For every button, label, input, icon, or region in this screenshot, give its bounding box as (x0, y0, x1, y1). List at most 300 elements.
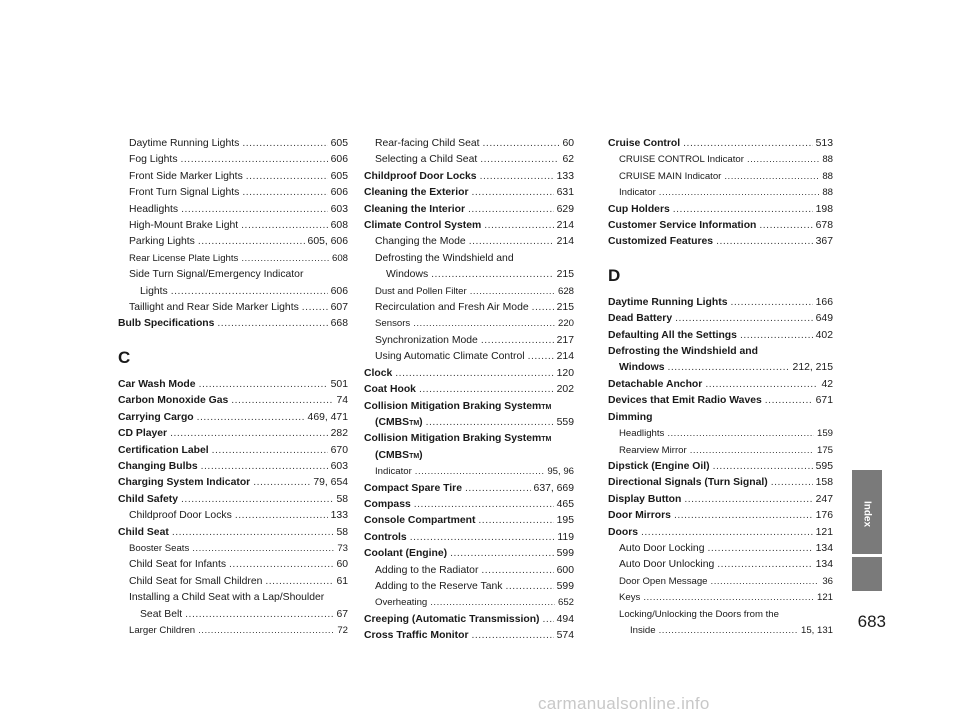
entry-term: Clock (364, 367, 393, 379)
entry-line (608, 377, 833, 393)
index-entry (608, 410, 833, 426)
index-entry (118, 202, 348, 218)
entry-page: 574 (556, 630, 574, 642)
entry-term-cont: Windows (386, 269, 429, 281)
entry-term: Front Turn Signal Lights (129, 187, 240, 199)
index-entry (364, 595, 574, 611)
entry-term: Compass (364, 498, 411, 510)
entry-line (375, 579, 574, 595)
leader-dots (410, 530, 555, 546)
leader-dots (659, 185, 820, 201)
entry-line (118, 525, 348, 541)
index-entry (608, 607, 833, 640)
entry-term: Daytime Running Lights (608, 296, 728, 308)
entry-term: Indicator (619, 187, 656, 199)
entry-term: Customer Service Information (608, 220, 757, 232)
leader-dots (711, 574, 820, 590)
entry-page: 176 (815, 510, 833, 522)
entry-term: Child Seat for Infants (129, 559, 227, 571)
leader-dots (641, 525, 813, 541)
entry-page: 72 (337, 624, 348, 636)
entry-line (375, 136, 574, 152)
entry-line (608, 410, 833, 426)
entry-page: 605 (330, 138, 348, 149)
entry-line (118, 377, 348, 393)
index-tab-block (852, 557, 882, 591)
index-entry (608, 344, 833, 377)
entry-line (118, 443, 348, 459)
entry-page: 214 (556, 236, 574, 248)
entry-page: 678 (815, 220, 833, 232)
entry-page: 67 (336, 608, 348, 620)
leader-dots (759, 218, 812, 234)
entry-line (129, 623, 348, 639)
entry-term: Front Side Marker Lights (129, 170, 243, 182)
entry-line (375, 595, 574, 611)
leader-dots (468, 202, 554, 218)
entry-line (364, 169, 574, 185)
entry-page: 367 (815, 236, 833, 248)
leader-dots (181, 152, 328, 168)
entry-term: Child Seat for Small Children (129, 575, 263, 587)
leader-dots (675, 311, 813, 327)
leader-dots (707, 541, 812, 557)
leader-dots (199, 377, 328, 393)
leader-dots (231, 393, 333, 409)
entry-term: Rear-facing Child Seat (375, 138, 480, 149)
leader-dots (246, 169, 328, 185)
entry-line (608, 508, 833, 524)
index-entry (364, 464, 574, 480)
index-entry (608, 426, 833, 442)
entry-term: Child Safety (118, 493, 179, 505)
leader-dots (413, 316, 555, 332)
entry-page: 195 (556, 515, 574, 527)
entry-page: 282 (330, 428, 348, 440)
entry-page: 606 (330, 285, 348, 297)
index-column-2 (364, 136, 574, 645)
entry-term: Adding to the Reserve Tank (375, 580, 503, 592)
entry-line (118, 475, 348, 491)
entry-page: 605, 606 (307, 236, 348, 248)
entry-line (364, 546, 574, 562)
entry-term: Auto Door Locking (619, 542, 705, 554)
entry-page: 628 (557, 285, 574, 297)
entry-term-cont: (CMBS (375, 416, 410, 428)
index-entry (118, 525, 348, 541)
entry-term: Collision Mitigation Braking System (364, 433, 542, 445)
entry-line (608, 475, 833, 491)
entry-term: Headlights (129, 203, 179, 215)
entry-page: 215 (556, 269, 574, 281)
leader-dots (717, 557, 812, 573)
entry-line (118, 316, 348, 332)
entry-line (608, 218, 833, 234)
leader-dots (532, 300, 554, 316)
entry-page: 637, 669 (533, 482, 574, 494)
entry-line (129, 218, 348, 234)
leader-dots (643, 590, 814, 606)
entry-line (608, 234, 833, 250)
index-entry (118, 300, 348, 316)
leader-dots (302, 300, 328, 316)
leader-dots (212, 443, 328, 459)
entry-term-cont: ) (419, 416, 423, 428)
entry-term: Dimming (608, 411, 653, 423)
entry-line (129, 202, 348, 218)
index-entry (118, 136, 348, 152)
leader-dots (430, 595, 555, 611)
entry-line (118, 459, 348, 475)
leader-dots (713, 459, 813, 475)
entry-page: 599 (556, 548, 574, 560)
entry-page: 202 (556, 384, 574, 396)
entry-line (129, 185, 348, 201)
leader-dots (716, 234, 813, 250)
entry-line (619, 185, 833, 201)
entry-page: 603 (330, 203, 348, 215)
leader-dots (229, 557, 333, 573)
entry-line (118, 393, 348, 409)
entry-term: Doors (608, 526, 639, 538)
entry-term: Charging System Indicator (118, 477, 251, 489)
entry-term: Climate Control System (364, 220, 482, 232)
entry-page: 607 (330, 302, 348, 314)
entry-page: 501 (330, 378, 348, 390)
entry-term: Parking Lights (129, 236, 195, 248)
entry-line (375, 251, 574, 267)
entry-page: 120 (556, 367, 574, 379)
entry-page: 606 (330, 187, 348, 199)
entry-line-cont (129, 607, 348, 623)
entry-line (375, 464, 574, 480)
index-entry (364, 366, 574, 382)
index-entry (608, 311, 833, 327)
leader-dots (414, 497, 554, 513)
entry-line (608, 328, 833, 344)
index-entry (118, 426, 348, 442)
page-number: 683 (857, 612, 886, 631)
entry-line-cont (375, 267, 574, 283)
leader-dots (181, 492, 333, 508)
index-entry (364, 316, 574, 332)
entry-term: Bulb Specifications (118, 318, 215, 330)
entry-line (129, 508, 348, 524)
leader-dots (242, 136, 327, 152)
entry-page: 74 (336, 395, 348, 407)
entry-term: Side Turn Signal/Emergency Indicator (129, 269, 304, 281)
index-entry (608, 185, 833, 201)
leader-dots (198, 623, 334, 639)
entry-page: 402 (815, 329, 833, 341)
entry-page: 73 (337, 542, 348, 554)
entry-line-cont (619, 623, 833, 639)
entry-page: 88 (822, 170, 833, 182)
entry-line (129, 267, 348, 283)
entry-page: 220 (557, 318, 574, 330)
index-entry (608, 393, 833, 409)
index-entry (118, 557, 348, 573)
entry-page: 133 (556, 170, 574, 182)
entry-page: 62 (562, 154, 574, 166)
leader-dots (171, 284, 328, 300)
index-entry (608, 152, 833, 168)
entry-line (375, 333, 574, 349)
leader-dots (192, 541, 334, 557)
entry-line (364, 366, 574, 382)
entry-line (375, 284, 574, 300)
entry-page: 217 (556, 334, 574, 346)
leader-dots (667, 426, 814, 442)
entry-term: Booster Seats (129, 542, 190, 554)
index-entry (118, 152, 348, 168)
index-column-3 (608, 136, 833, 639)
index-entry (118, 574, 348, 590)
entry-line (129, 234, 348, 250)
entry-term-cont: Inside (630, 624, 656, 636)
entry-term: Dipstick (Engine Oil) (608, 460, 710, 472)
entry-term: Cruise Control (608, 138, 681, 149)
entry-term: CRUISE CONTROL Indicator (619, 154, 744, 166)
leader-dots (242, 185, 327, 201)
leader-dots (731, 295, 813, 311)
entry-term: Certification Label (118, 444, 209, 456)
leader-dots (241, 251, 329, 267)
leader-dots (684, 492, 812, 508)
entry-line (619, 169, 833, 185)
leader-dots (674, 508, 813, 524)
entry-line-cont: (CMBS TM ) ..... 559 (364, 415, 574, 431)
entry-term: Car Wash Mode (118, 378, 196, 390)
entry-line (619, 541, 833, 557)
entry-page: 494 (556, 613, 574, 625)
entry-line (364, 612, 574, 628)
leader-dots (740, 328, 813, 344)
leader-dots (235, 508, 328, 524)
index-entry (364, 333, 574, 349)
watermark: carmanualsonline.info (538, 694, 710, 713)
entry-line (619, 590, 833, 606)
entry-page: 606 (330, 154, 348, 166)
leader-dots (683, 136, 812, 152)
entry-line (129, 169, 348, 185)
entry-page: 79, 654 (313, 477, 348, 489)
leader-dots (747, 152, 819, 168)
leader-dots (465, 481, 531, 497)
index-entry (118, 234, 348, 250)
entry-page: 95, 96 (547, 466, 574, 478)
index-entry (118, 169, 348, 185)
entry-term: Larger Children (129, 624, 196, 636)
entry-term: High-Mount Brake Light (129, 220, 239, 232)
leader-dots (426, 415, 554, 431)
entry-line (375, 316, 574, 332)
entry-line (364, 202, 574, 218)
leader-dots (483, 136, 560, 152)
index-entry (364, 202, 574, 218)
index-entry (118, 492, 348, 508)
entry-line (375, 152, 574, 168)
entry-page: 671 (815, 395, 833, 407)
leader-dots (198, 234, 305, 250)
index-entry (364, 136, 574, 152)
entry-line (619, 607, 833, 623)
index-entry (608, 202, 833, 218)
entry-term: Directional Signals (Turn Signal) (608, 477, 768, 489)
entry-page: 198 (815, 203, 833, 215)
index-entry (608, 234, 833, 250)
entry-line (375, 300, 574, 316)
entry-page: 121 (816, 592, 833, 604)
entry-page: 121 (815, 526, 833, 538)
entry-term: Childproof Door Locks (364, 170, 477, 182)
index-tab-label: Index (852, 484, 882, 544)
entry-term: Carbon Monoxide Gas (118, 395, 229, 407)
index-entry (364, 530, 574, 546)
index-entry (118, 267, 348, 300)
entry-term: Defrosting the Windshield and (608, 346, 758, 358)
entry-term: Adding to the Radiator (375, 564, 479, 576)
entry-line-cont (129, 284, 348, 300)
index-column-1 (118, 136, 348, 639)
entry-term: Fog Lights (129, 154, 178, 166)
index-entry (608, 377, 833, 393)
entry-page: 214 (556, 220, 574, 232)
leader-dots (185, 607, 333, 623)
entry-term: Display Button (608, 493, 682, 505)
entry-term: Dead Battery (608, 313, 673, 325)
index-entry (118, 393, 348, 409)
index-entry (118, 443, 348, 459)
leader-dots (241, 218, 327, 234)
section-letter-d: D (608, 265, 621, 285)
leader-dots (480, 152, 559, 168)
entry-page: 513 (815, 138, 833, 149)
leader-dots (481, 563, 553, 579)
entry-page: 175 (816, 444, 833, 456)
index-entry (118, 459, 348, 475)
entry-line (608, 344, 833, 360)
leader-dots (469, 234, 554, 250)
entry-term: Indicator (375, 466, 412, 478)
entry-page: 214 (556, 351, 574, 363)
entry-line (608, 136, 833, 152)
index-entry (608, 541, 833, 557)
entry-line (129, 300, 348, 316)
leader-dots (197, 410, 305, 426)
entry-page: 119 (557, 531, 574, 543)
entry-term: Dust and Pollen Filter (375, 285, 467, 297)
entry-page: 599 (556, 580, 574, 592)
entry-page: 652 (557, 597, 574, 609)
entry-page: 605 (330, 170, 348, 182)
leader-dots (478, 513, 553, 529)
index-entry (118, 377, 348, 393)
entry-term: CD Player (118, 428, 168, 440)
entry-term: Daytime Running Lights (129, 138, 240, 149)
entry-line: Collision Mitigation Braking System TM (364, 399, 574, 415)
entry-line (364, 481, 574, 497)
leader-dots (265, 574, 333, 590)
entry-page: 58 (336, 526, 348, 538)
index-entry (118, 185, 348, 201)
leader-dots (170, 426, 328, 442)
index-entry (608, 492, 833, 508)
entry-term: Detachable Anchor (608, 378, 703, 390)
entry-line (608, 393, 833, 409)
index-entry (364, 152, 574, 168)
leader-dots (505, 579, 553, 595)
entry-line (118, 410, 348, 426)
index-entry (364, 481, 574, 497)
entry-page: 649 (815, 313, 833, 325)
index-entry (608, 459, 833, 475)
entry-term: Customized Features (608, 236, 714, 248)
entry-line (129, 152, 348, 168)
entry-page: 159 (816, 428, 833, 440)
leader-dots (659, 623, 798, 639)
index-entry (608, 218, 833, 234)
entry-page: 668 (330, 318, 348, 330)
leader-dots (484, 218, 553, 234)
entry-term: Cup Holders (608, 203, 670, 215)
entry-line (364, 382, 574, 398)
leader-dots (431, 267, 554, 283)
leader-dots (481, 333, 554, 349)
leader-dots (528, 349, 554, 365)
entry-page: 247 (815, 493, 833, 505)
entry-term: Changing the Mode (375, 236, 466, 248)
entry-line (608, 459, 833, 475)
entry-term: Rear License Plate Lights (129, 252, 239, 264)
index-entry (608, 475, 833, 491)
index-entry (608, 328, 833, 344)
entry-term: Locking/Unlocking the Doors from the (619, 608, 779, 620)
entry-line (364, 497, 574, 513)
leader-dots (724, 169, 819, 185)
entry-line (364, 185, 574, 201)
index-entry (364, 563, 574, 579)
index-entry (364, 349, 574, 365)
entry-page: 469, 471 (307, 411, 348, 423)
leader-dots (543, 612, 554, 628)
leader-dots (217, 316, 327, 332)
entry-line-cont: (CMBS TM ) (364, 448, 574, 464)
index-entry (364, 300, 574, 316)
entry-line (118, 492, 348, 508)
entry-page: 134 (815, 542, 833, 554)
entry-term: Sensors (375, 318, 411, 330)
entry-term-cont: Seat Belt (140, 608, 183, 620)
index-entry (608, 574, 833, 590)
entry-page: 60 (562, 138, 574, 149)
index-entry (364, 185, 574, 201)
entry-term: Door Open Message (619, 575, 708, 587)
index-entry (608, 443, 833, 459)
entry-term: Headlights (619, 428, 665, 440)
entry-term: Devices that Emit Radio Waves (608, 395, 762, 407)
leader-dots (673, 202, 813, 218)
entry-term-cont: Windows (619, 362, 665, 374)
leader-dots (480, 169, 554, 185)
entry-term: Keys (619, 592, 641, 604)
leader-dots (668, 360, 790, 376)
entry-line (375, 349, 574, 365)
entry-term: Collision Mitigation Braking System (364, 400, 542, 412)
entry-term: Selecting a Child Seat (375, 154, 478, 166)
entry-term: Cross Traffic Monitor (364, 630, 469, 642)
leader-dots (172, 525, 334, 541)
